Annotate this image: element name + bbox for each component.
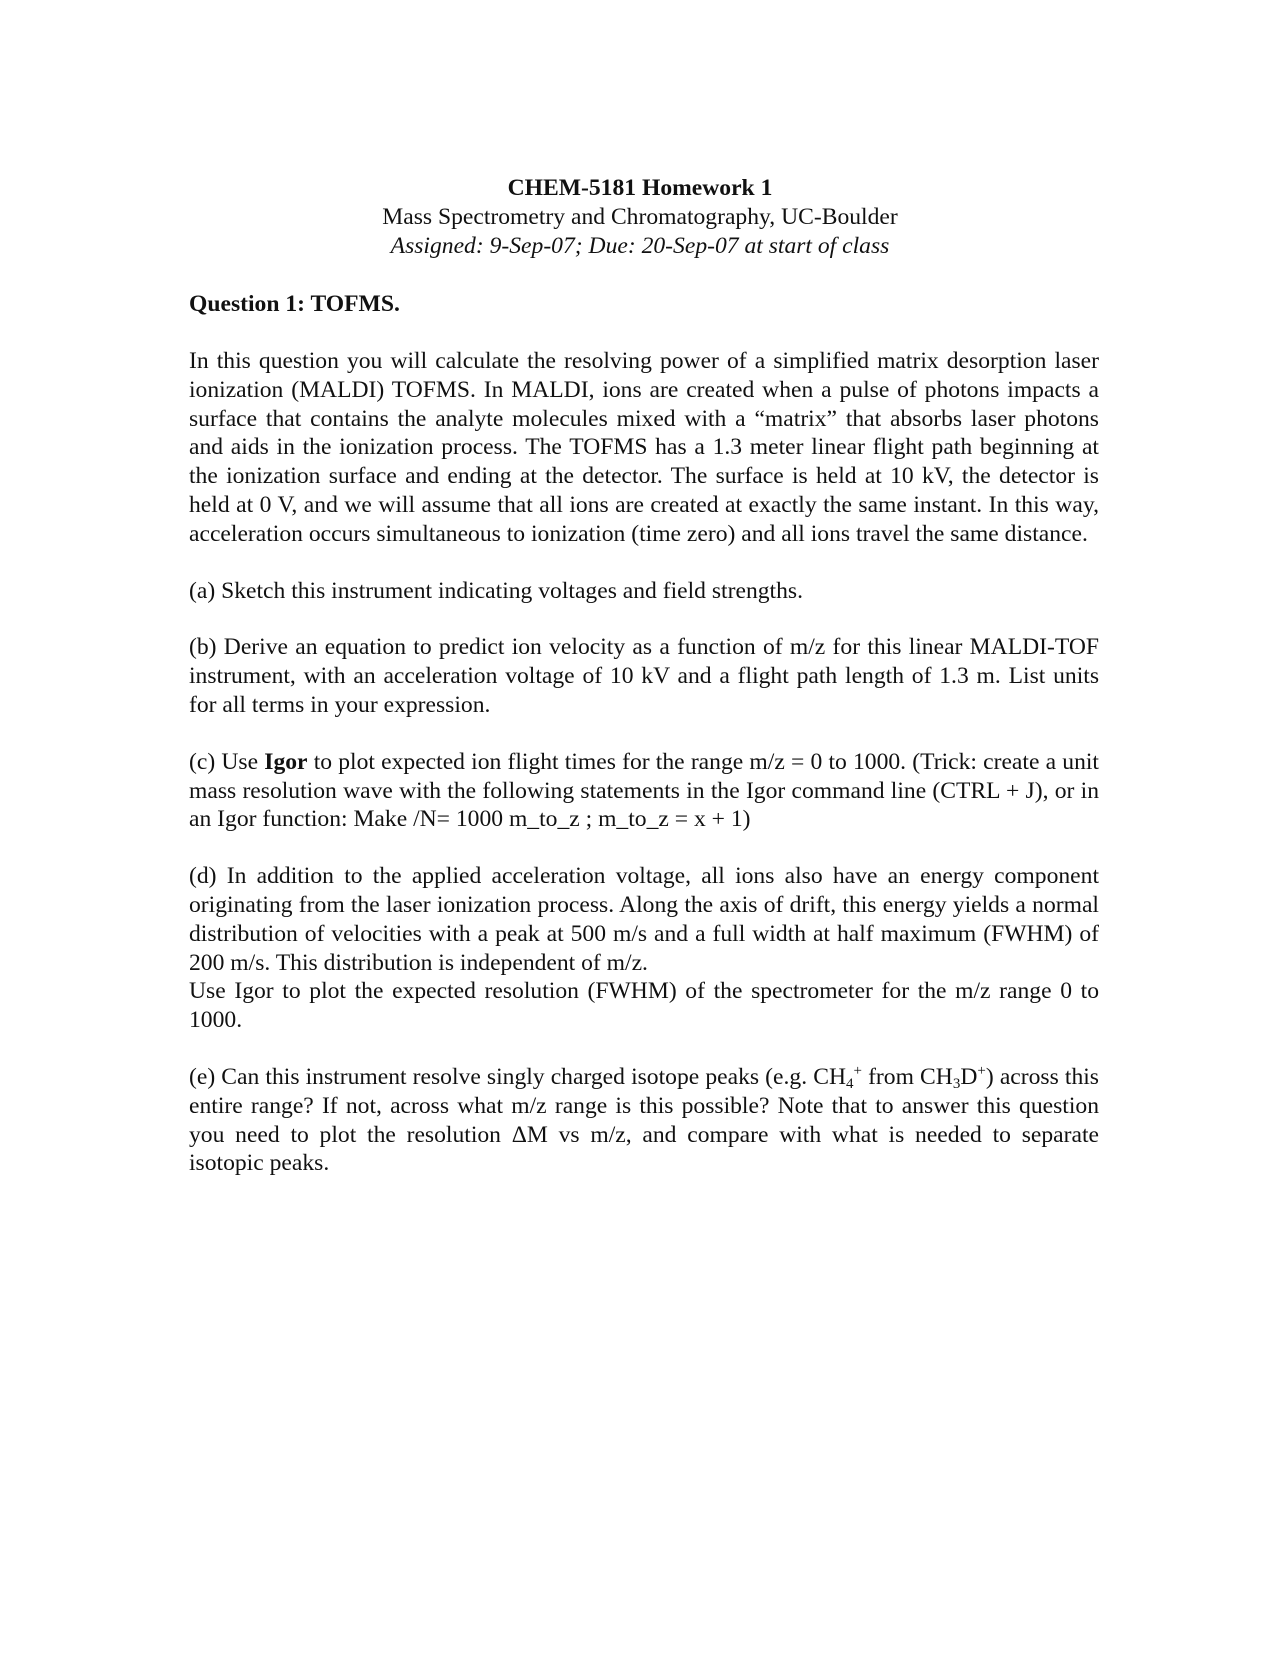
part-e-sup-plus-1: + — [853, 1062, 862, 1079]
part-e-text-2: from CH — [861, 1063, 953, 1090]
part-c-text-end: to plot expected ion flight times for the range m/z = 0 to 1000. (Trick: create a unit mass resolution wave with the following statements in the Igor command line (CTRL + J), or in an Igor function: Make /N= 1000 m_to_z ; m_to_z = x + 1) — [189, 748, 1099, 833]
part-b: (b) Derive an equation to predict ion velocity as a function of m/z for this linear MALDI-TOF instrument, with an acceleration voltage of 10 kV and a flight path length of 1.3 m. List units for all terms in your expression. — [189, 634, 1099, 718]
part-d — [189, 862, 1099, 1035]
part-a: (a) Sketch this instrument indicating voltages and field strengths. — [189, 577, 803, 604]
part-c-bold-igor: Igor — [264, 748, 308, 775]
part-d-paragraph-2: Use Igor to plot the expected resolution (FWHM) of the spectrometer for the m/z range 0 to 1000. — [189, 978, 1099, 1034]
document-title: CHEM-5181 Homework 1 — [507, 175, 773, 201]
document-header — [185, 174, 1095, 261]
course-subtitle: Mass Spectrometry and Chromatography, UC-Boulder — [382, 204, 898, 230]
part-c — [189, 748, 1099, 834]
part-e-text-3: D — [960, 1063, 978, 1090]
part-e-sub-3: 3 — [952, 1075, 961, 1092]
part-c-text-start: (c) Use — [189, 748, 265, 775]
part-e-sub-4: 4 — [845, 1075, 854, 1092]
assignment-dates: Assigned: 9-Sep-07; Due: 20-Sep-07 at start of class — [390, 233, 890, 259]
part-e-text-1: (e) Can this instrument resolve singly charged isotope peaks (e.g. CH — [189, 1063, 846, 1090]
part-e-sup-plus-2: + — [977, 1062, 986, 1079]
part-e-text-4: ) across this entire range? If not, across what m/z range is this possible? Note that to answer this question you need to plot the resolution ΔM vs m/z, and compare with what is needed to separate isotopic peaks. — [189, 1063, 1099, 1177]
part-e — [189, 1063, 1099, 1178]
question-heading: Question 1: TOFMS. — [189, 291, 400, 317]
document-page — [189, 174, 1099, 1178]
part-d-paragraph-1: (d) In addition to the applied acceleration voltage, all ions also have an energy component originating from the laser ionization process. Along the axis of drift, this energy yields a normal distribution of velocities with a peak at 500 m/s and a full width at half maximum (FWHM) of 200 m/s. This distribution is independent of m/z. — [189, 863, 1099, 976]
question-intro: In this question you will calculate the resolving power of a simplified matrix desorption laser ionization (MALDI) TOFMS. In MALDI, ions are created when a pulse of photons impacts a surface that contains the analyte molecules mixed with a “matrix” that absorbs laser photons and aids in the ionization process. The TOFMS has a 1.3 meter linear flight path beginning at the ionization surface and ending at the detector. The surface is held at 10 kV, the detector is held at 0 V, and we will assume that all ions are created at exactly the same instant. In this way, acceleration occurs simultaneous to ionization (time zero) and all ions travel the same distance. — [189, 348, 1099, 547]
